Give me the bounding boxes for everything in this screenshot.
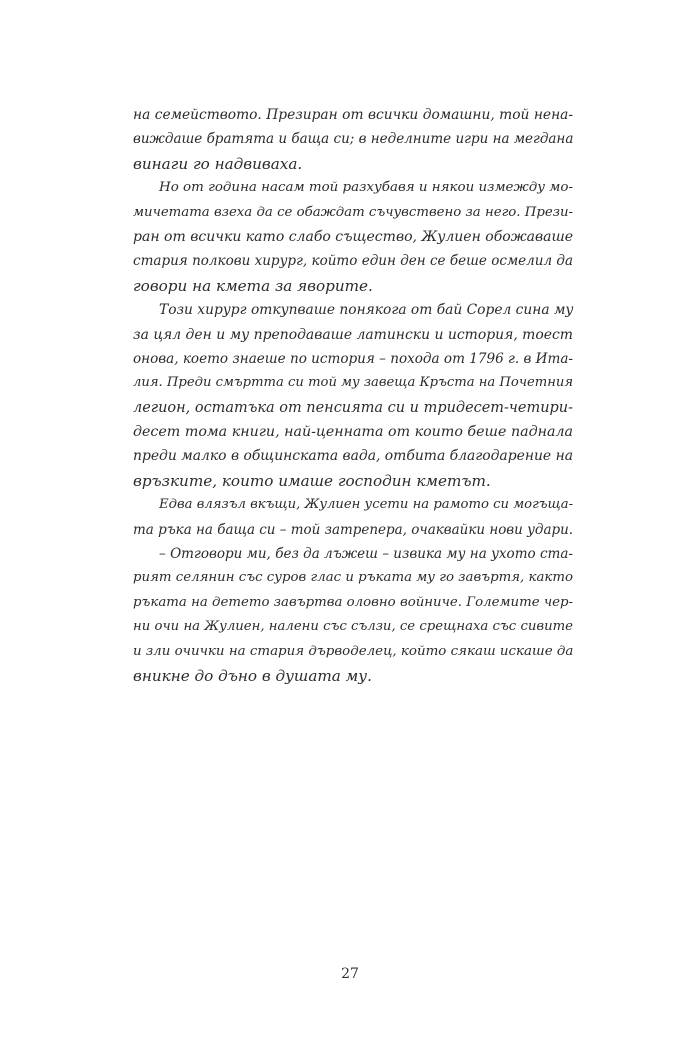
text-line: Този хирург откупваше понякога от бай Сорел сина му [159, 302, 574, 319]
text-line: ни очи на Жулиен, налени със сълзи, се срещнаха със сивите [133, 619, 573, 635]
text-line: – Отговори ми, без да лъжеш – извика му на ухото ста- [159, 546, 573, 563]
text-line: десет тома книги, най-ценната от които беше паднала [133, 424, 573, 441]
text-line: рият селянин със суров глас и ръката му го завъртя, както [133, 570, 573, 586]
text-line: винаги го надвиваха. [133, 154, 303, 173]
text-line: ръката на детето завъртва оловно войниче. Големите чер- [133, 594, 573, 610]
text-line: преди малко в общинската вада, отбита благодарение на [133, 448, 573, 465]
text-line: Но от година насам той разхубавя и някои измежду мо- [159, 180, 573, 196]
text-line: говори на кмета за яворите. [133, 276, 373, 295]
text-line: за цял ден и му преподаваше латински и история, тоест [133, 326, 573, 343]
text-line: на семейството. Презиран от всички домашни, той нена- [133, 107, 573, 123]
text-line: връзките, които имаше господин кметът. [133, 471, 491, 490]
text-line: та ръка на баща си – той затрепера, очаквайки нови удари. [133, 521, 574, 538]
text-line: и зли очички на стария дърводелец, който сякаш искаше да [133, 643, 574, 659]
text-line: виждаше братята и баща си; в неделните игри на мегдана [133, 131, 574, 148]
body-text [133, 103, 573, 688]
text-line: мичетата взеха да се обаждат съчувствено за него. Прези- [133, 204, 573, 220]
text-line: ран от всички като слабо същество, Жулиен обожаваше [133, 228, 574, 245]
text-line: стария полкови хирург, който един ден се беше осмелил да [133, 253, 573, 270]
text-line: онова, което знаеше по история – похода от 1796 г. в Ита- [133, 350, 573, 367]
text-line: лия. Преди смъртта си той му завеща Кръста на Почетния [133, 375, 574, 391]
text-line: вникне до дъно в душата му. [133, 666, 372, 685]
text-line: легион, остатъка от пенсията си и тридесет-четири- [133, 399, 573, 416]
text-line: Едва влязъл вкъщи, Жулиен усети на рамото си могъща- [159, 497, 574, 513]
page-number: 27 [341, 966, 359, 982]
